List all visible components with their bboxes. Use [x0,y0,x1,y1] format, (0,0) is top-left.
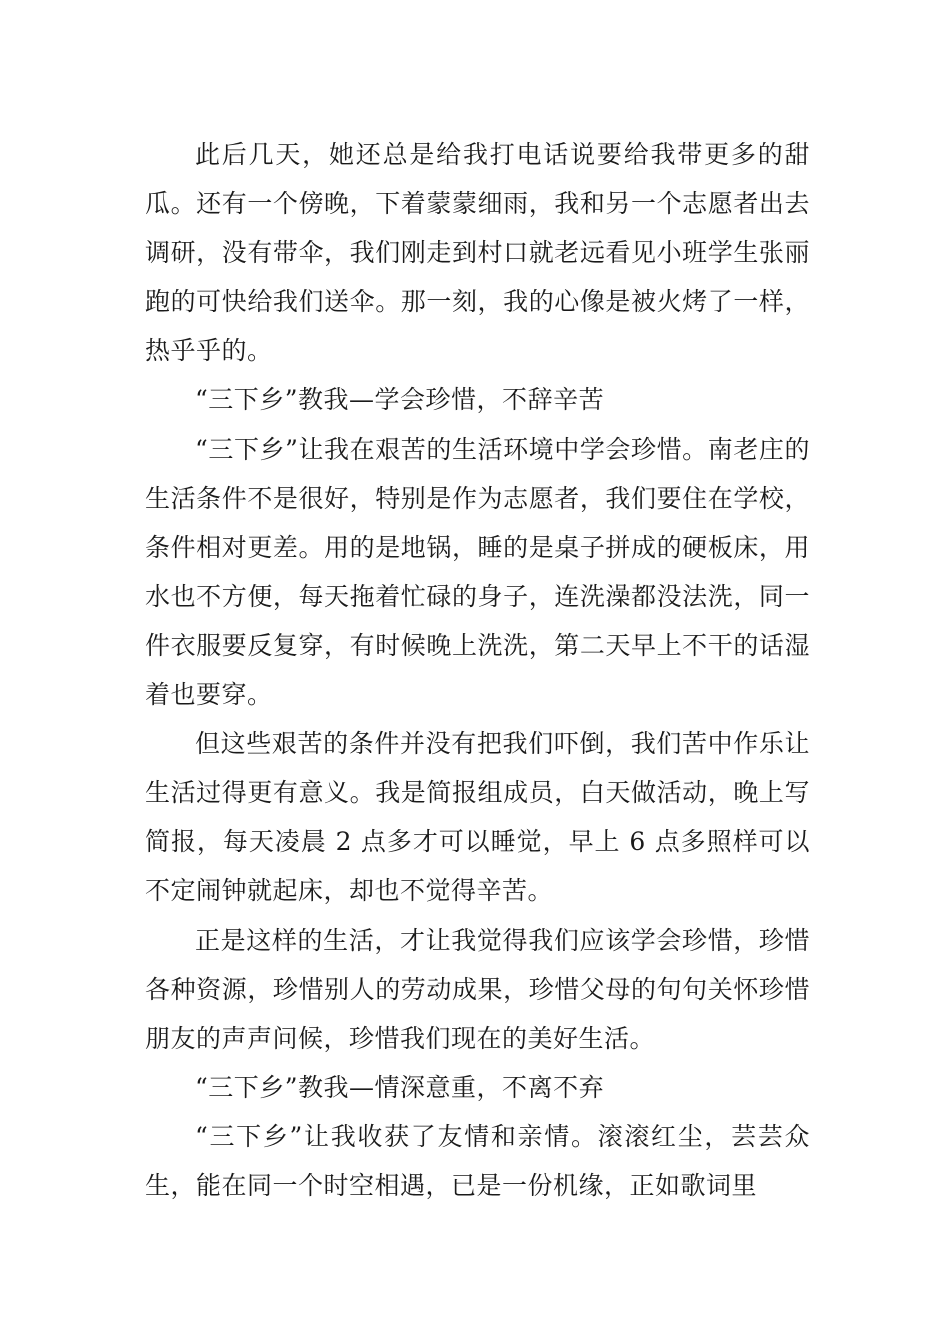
section-heading-2: “三下乡”教我—情深意重，不离不弃 [195,1072,605,1102]
paragraph-1: 此后几天，她还总是给我打电话说要给我带更多的甜瓜。还有一个傍晚，下着蒙蒙细雨，我和另一个志愿者出去调研，没有带伞，我们刚走到村口就老远看见小班学生张丽跑的可快给我们送伞。那一刻，我的心像是被火烤了一样，热乎乎的。 [145,140,810,366]
document-body [145,130,810,1210]
paragraph-3: 但这些艰苦的条件并没有把我们吓倒，我们苦中作乐让生活过得更有意义。我是简报组成员，白天做活动，晚上写简报，每天凌晨 2 点多才可以睡觉，早上 6 点多照样可以不定闹钟就起床，却也不觉得辛苦。 [145,729,810,906]
paragraph-5: “三下乡”让我收获了友情和亲情。滚滚红尘，芸芸众生，能在同一个时空相遇，已是一份机缘，正如歌词里 [145,1121,810,1200]
paragraph-2: “三下乡”让我在艰苦的生活环境中学会珍惜。南老庄的生活条件不是很好，特别是作为志愿者，我们要住在学校，条件相对更差。用的是地锅，睡的是桌子拼成的硬板床，用水也不方便，每天拖着忙碌的身子，连洗澡都没法洗，同一件衣服要反复穿，有时候晚上洗洗，第二天早上不干的话湿着也要穿。 [145,434,810,710]
section-heading-1: “三下乡”教我—学会珍惜，不辞辛苦 [195,385,605,415]
paragraph-4: 正是这样的生活，才让我觉得我们应该学会珍惜，珍惜各种资源，珍惜别人的劳动成果，珍惜父母的句句关怀珍惜朋友的声声问候，珍惜我们现在的美好生活。 [145,925,810,1053]
